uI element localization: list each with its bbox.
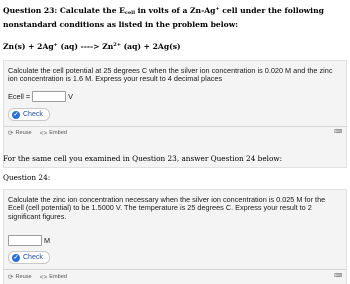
check-circle-icon: ✓ — [13, 254, 19, 261]
zinc-concentration-input[interactable] — [8, 235, 42, 246]
divider — [3, 126, 347, 127]
question-23-heading: Question 23: Calculate the $E_{cell}$ in volts of a Zn-Ag+ cell under the following nonstandard conditions as listed in the problem below: — [3, 6, 324, 29]
embed-icon: <> — [39, 129, 48, 137]
zinc-unit: M — [44, 236, 51, 245]
reuse-link[interactable]: Reuse — [15, 130, 32, 136]
check-circle-icon: ✓ — [13, 111, 19, 118]
keyboard-shortcut-icon[interactable]: ⌨ — [334, 129, 342, 135]
reaction-equation: Zn(s) + 2Ag+ (aq) ----> $Zn^{2+}$ (aq) + 2Ag(s) — [3, 42, 181, 51]
reuse-link[interactable]: Reuse — [15, 274, 32, 280]
ecell-answer-row — [8, 91, 73, 102]
reuse-icon: ⟳ — [8, 274, 14, 281]
embed-link[interactable]: Embed — [49, 130, 67, 136]
check-button-q24[interactable] — [8, 251, 50, 264]
reuse-icon: ⟳ — [8, 130, 14, 137]
check-button-label: Check — [23, 111, 43, 118]
footer-q24 — [8, 273, 67, 281]
question-24-label: Question 24: — [3, 173, 51, 182]
ecell-input[interactable] — [32, 91, 66, 102]
bridge-text: For the same cell you examined in Question 23, answer Question 24 below: — [3, 154, 283, 163]
ecell-unit: V — [68, 92, 73, 101]
question-23-instruction: Calculate the cell potential at 25 degrees C when the silver ion concentration is 0.020 M and the zinc ion concentration is 1.6 M. Express your result to 4 decimal places — [8, 66, 333, 84]
embed-icon: <> — [39, 273, 48, 281]
check-button-q23[interactable] — [8, 108, 50, 121]
question-24-instruction: Calculate the zinc ion concentration necessary when the silver ion concentration is 0.025 M for the Ecell (cell potential) to be 1.5000 V. The temperature is 25 degrees C. Express your result to 2 significant figures. — [8, 195, 326, 221]
ecell-label: Ecell = — [8, 92, 31, 101]
footer-q23 — [8, 129, 67, 137]
divider — [3, 269, 347, 270]
keyboard-shortcut-icon[interactable]: ⌨ — [334, 273, 342, 279]
embed-link[interactable]: Embed — [49, 274, 67, 280]
check-button-label: Check — [23, 254, 43, 261]
zinc-answer-row — [8, 235, 50, 246]
